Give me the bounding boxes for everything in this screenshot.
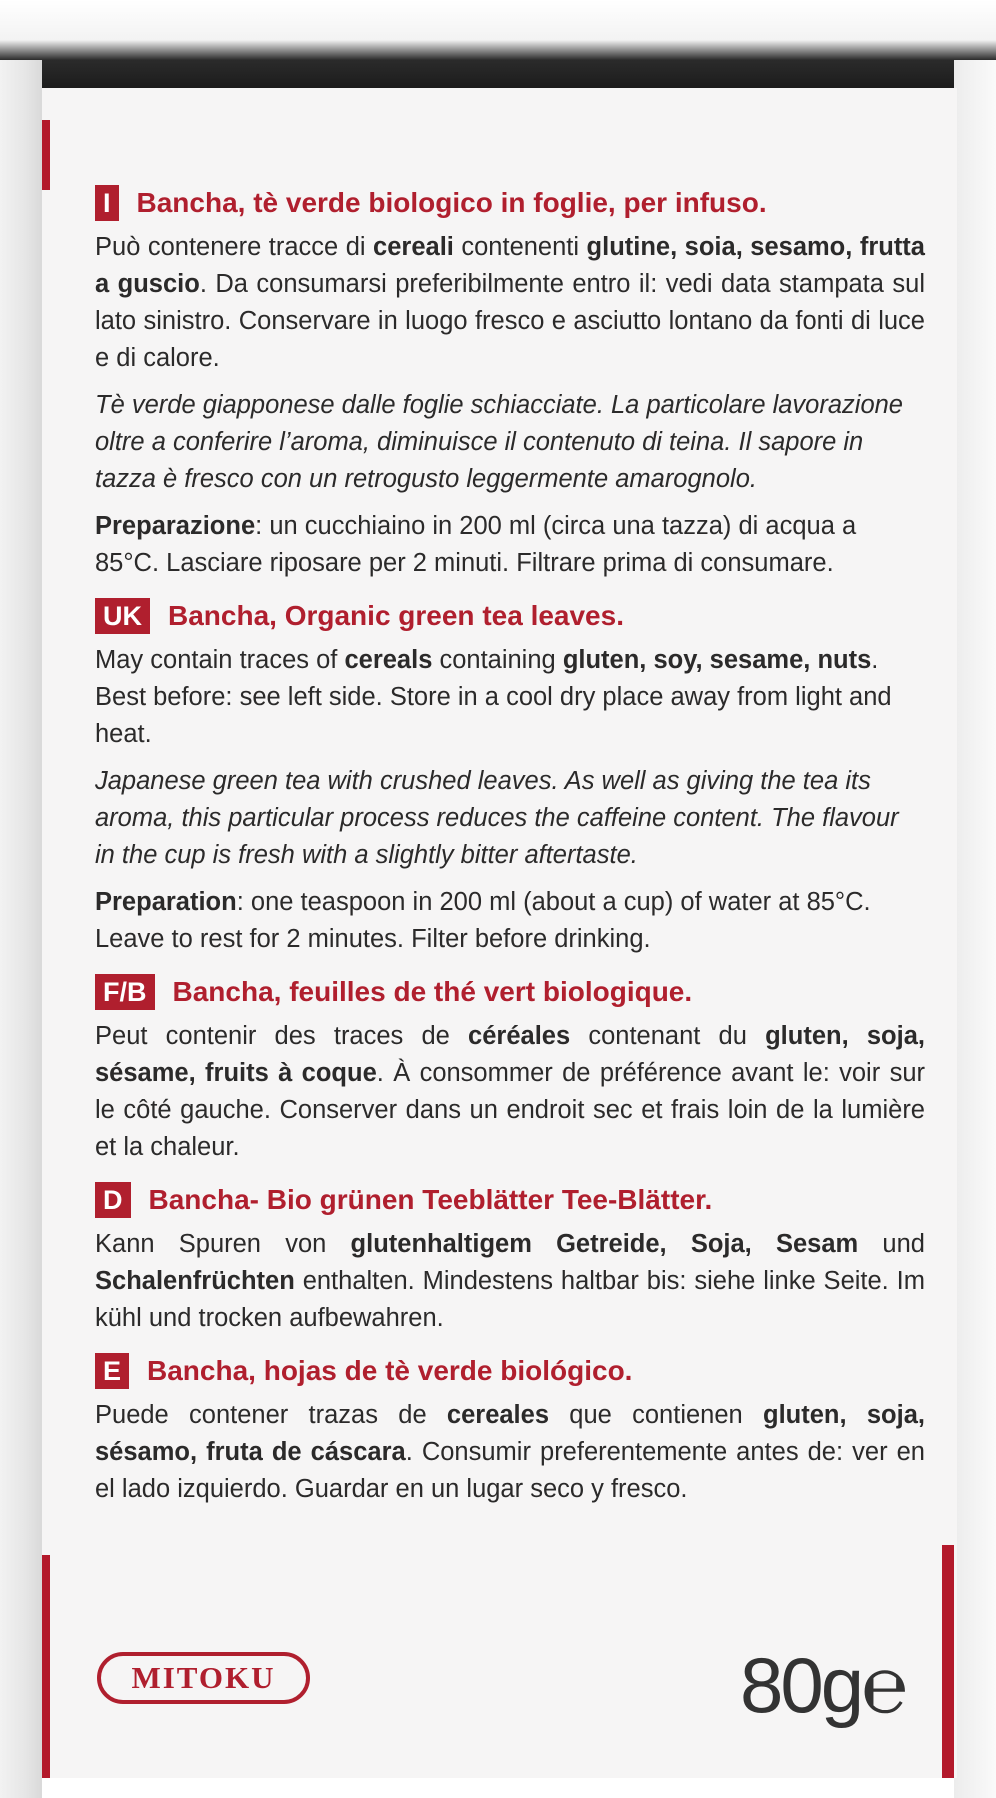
- brand-name: MITOKU: [131, 1660, 276, 1695]
- preparation-text: Preparazione: un cucchiaino in 200 ml (circa una tazza) di acqua a 85°C. Lasciare riposare per 2 minuti. Filtrare prima di consumare.: [95, 512, 857, 577]
- language-badge: D: [95, 1182, 131, 1218]
- box-top-edge: [0, 0, 996, 92]
- section-title: Bancha, Organic green tea leaves.: [168, 600, 624, 631]
- allergen-storage-text: Peut contenir des traces de céréales contenant du gluten, soja, sésame, fruits à coque. À consommer de préférence avant le: voir sur le côté gauche. Conserver dans un endroit sec et frais loin de la lumière et la chaleur.: [95, 1022, 925, 1161]
- mitoku-logo: [97, 1652, 310, 1704]
- description-text: Japanese green tea with crushed leaves. As well as giving the tea its aroma, this particular process reduces the caffeine content. The flavour in the cup is fresh with a slightly bitter aftertaste.: [95, 767, 899, 869]
- description-text: Tè verde giapponese dalle foglie schiacciate. La particolare lavorazione oltre a conferire l’aroma, diminuisce il contenuto di teina. Il sapore in tazza è fresco con un retrogusto leggermente amarognolo.: [95, 391, 903, 493]
- section-italian: [95, 185, 925, 582]
- section-title: Bancha, feuilles de thé vert biologique.: [172, 976, 693, 1007]
- allergen-storage-text: Kann Spuren von glutenhaltigem Getreide, Soja, Sesam und Schalenfrüchten enthalten. Mindestens haltbar bis: siehe linke Seite. Im kühl und trocken aufbewahren.: [95, 1230, 925, 1332]
- allergen-storage-text: May contain traces of cereals containing gluten, soy, sesame, nuts. Best before: see left side. Store in a cool dry place away from light and heat.: [95, 646, 892, 748]
- section-title: Bancha- Bio grünen Teeblätter Tee-Blätter.: [148, 1184, 713, 1215]
- language-badge: E: [95, 1353, 129, 1389]
- language-badge: I: [95, 185, 119, 221]
- net-weight: 80g℮: [740, 1641, 905, 1729]
- language-badge: F/B: [95, 974, 155, 1010]
- allergen-storage-text: Puede contener trazas de cereales que contienen gluten, soja, sésamo, fruta de cáscara. Consumir preferentemente antes de: ver en el lado izquierdo. Guardar en un lugar seco y fresco.: [95, 1401, 925, 1503]
- red-stripe-left-bottom: [42, 1555, 50, 1778]
- preparation-text: Preparation: one teaspoon in 200 ml (about a cup) of water at 85°C. Leave to rest for 2 minutes. Filter before drinking.: [95, 888, 871, 953]
- section-title: Bancha, hojas de tè verde biológico.: [147, 1355, 633, 1386]
- box-left-side: [0, 60, 42, 1798]
- label-text: [95, 185, 925, 1524]
- section-german: [95, 1182, 925, 1337]
- language-badge: UK: [95, 598, 150, 634]
- section-title: Bancha, tè verde biologico in foglie, per infuso.: [136, 187, 767, 218]
- red-stripe-left-top: [42, 120, 50, 190]
- section-french: [95, 974, 925, 1166]
- allergen-storage-text: Può contenere tracce di cereali contenenti glutine, soia, sesamo, frutta a guscio. Da consumarsi preferibilmente entro il: vedi data stampata sul lato sinistro. Conservare in luogo fresco e asciutto lontano da fonti di luce e di calore.: [95, 233, 925, 372]
- section-spanish: [95, 1353, 925, 1508]
- red-stripe-right-bottom: [942, 1545, 954, 1778]
- box-right-side: [954, 60, 996, 1798]
- section-english: [95, 598, 925, 958]
